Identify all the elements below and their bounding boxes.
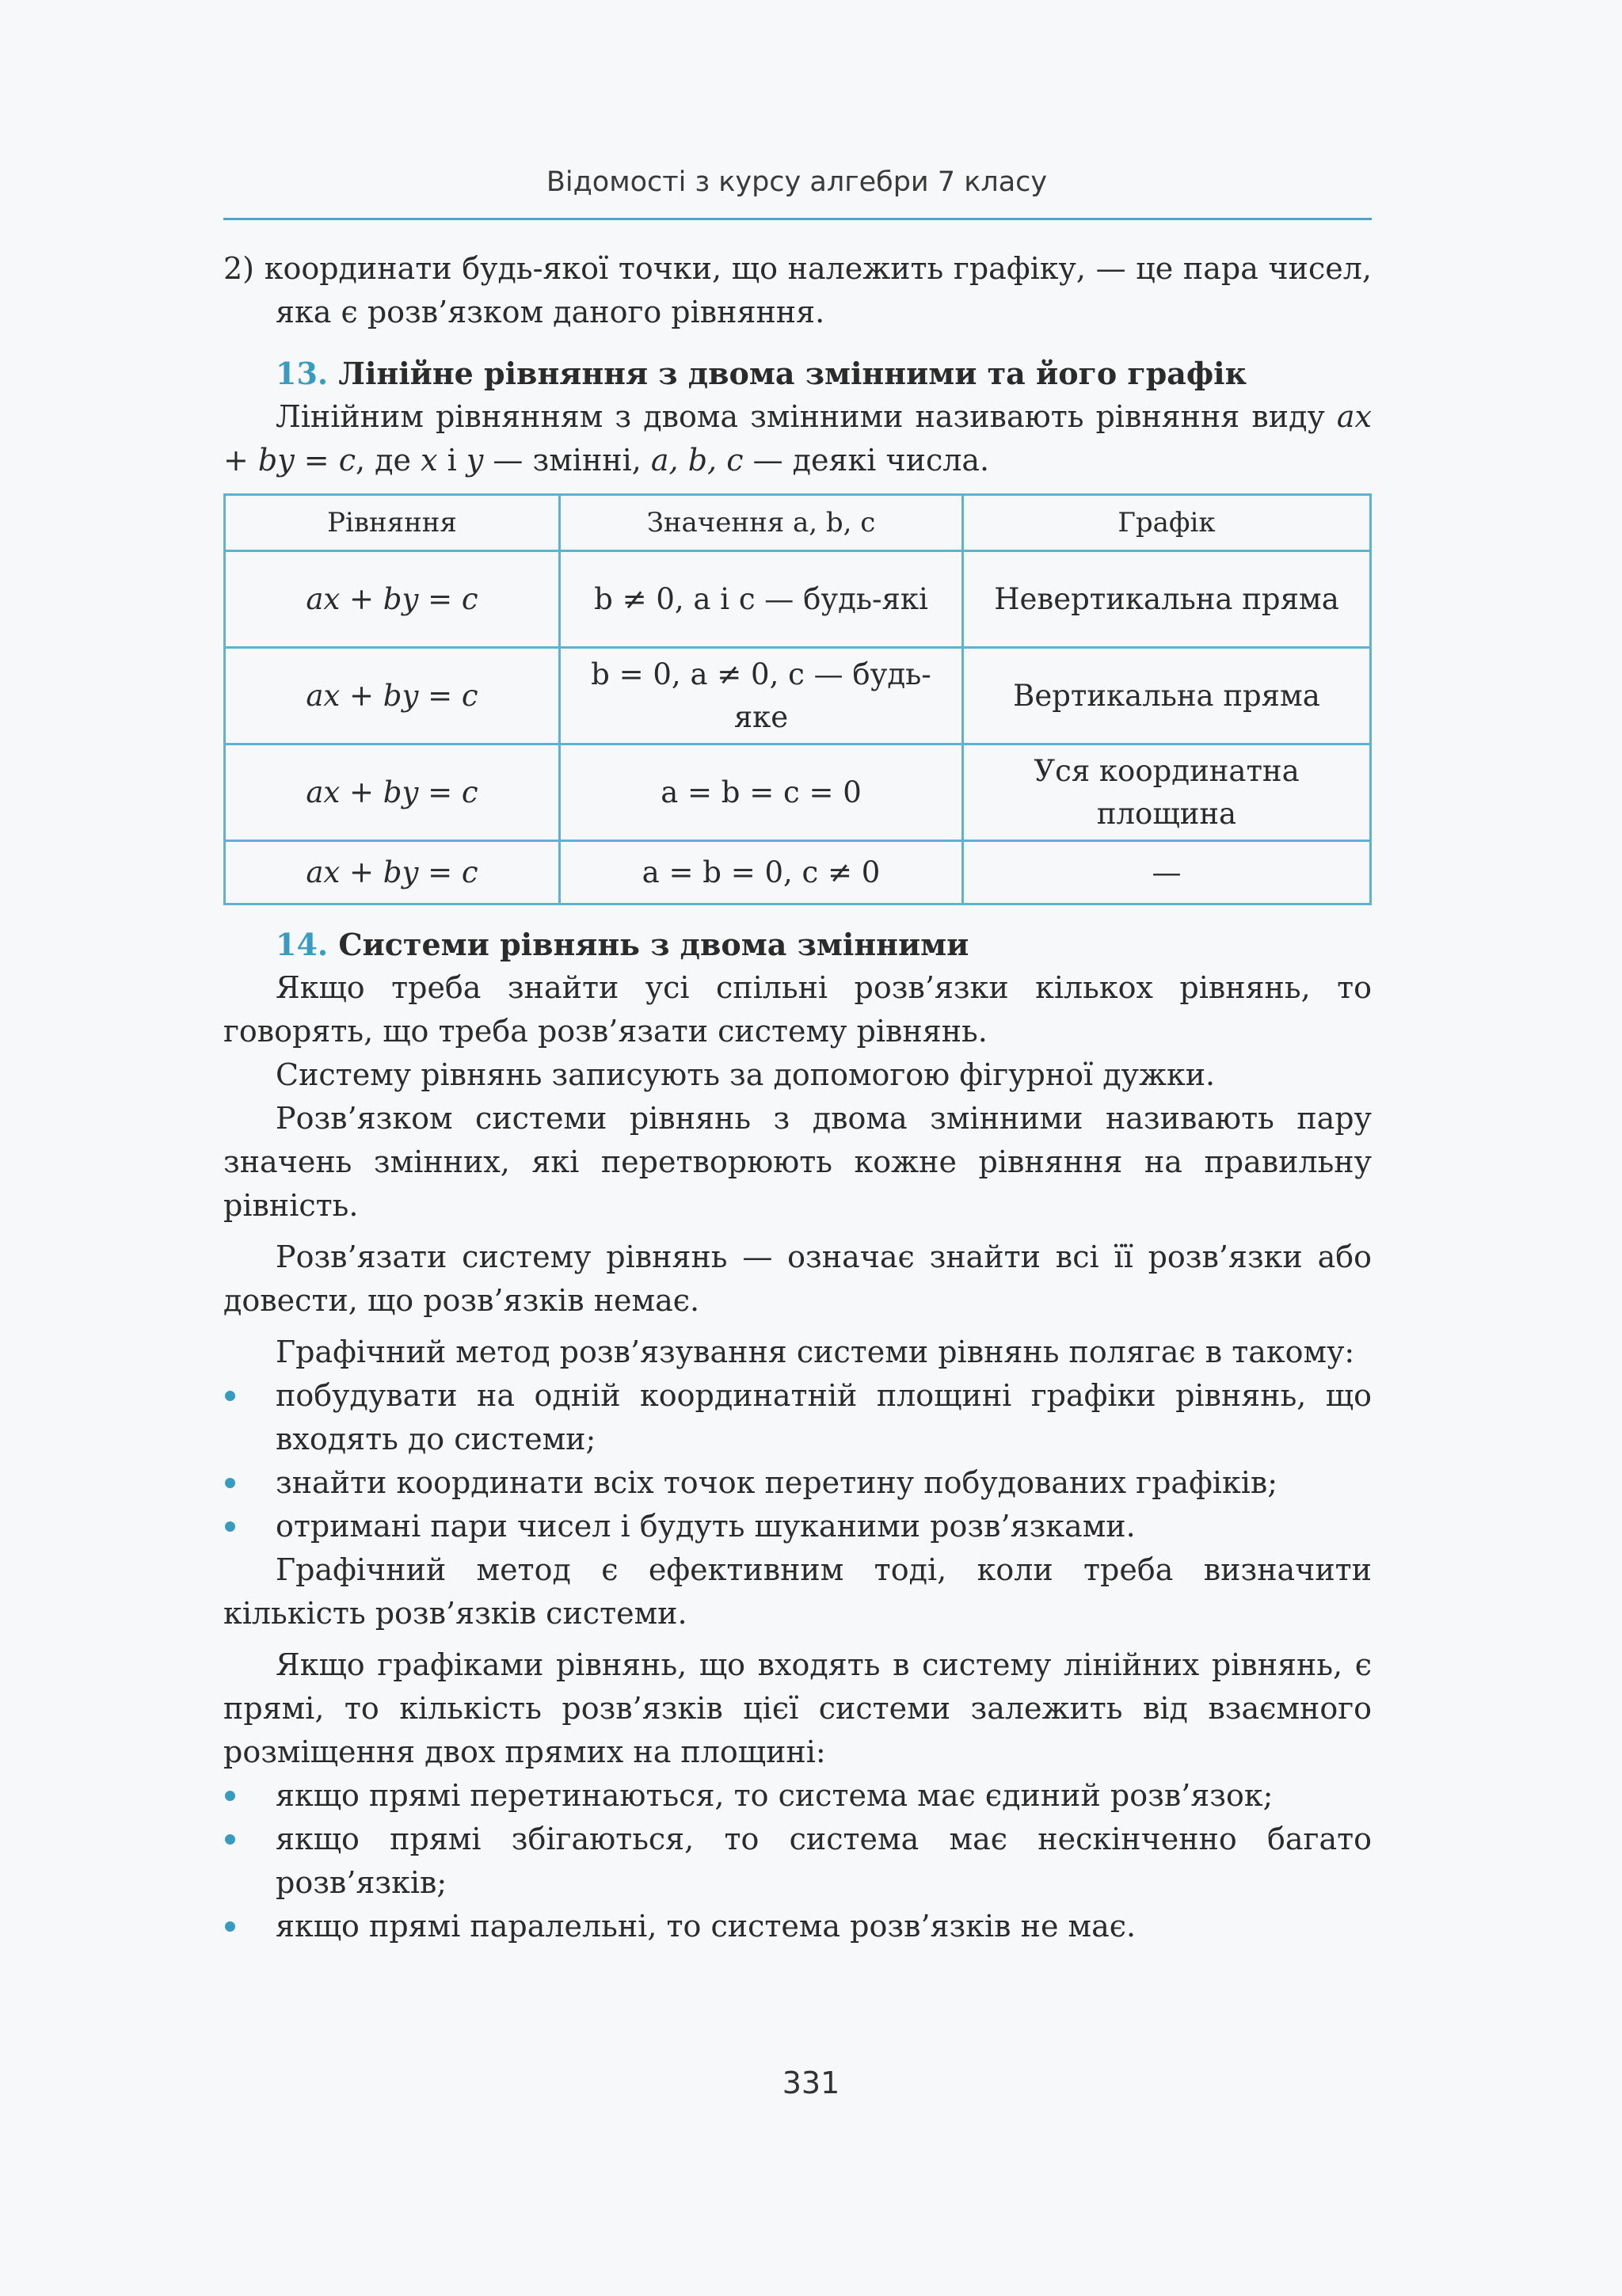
section-13-heading: Лінійне рівняння з двома змінними та його графік xyxy=(338,356,1247,391)
table-cell-graph: Невертикальна пряма xyxy=(963,551,1371,648)
list-item-text: отримані пари чисел і будуть шуканими розв’язками. xyxy=(276,1509,1136,1544)
paragraph: Графічний метод є ефективним тоді, коли треба визначити кількість розв’язків системи. xyxy=(223,1552,1372,1631)
table-row xyxy=(225,744,1371,841)
bullet-icon xyxy=(225,1921,235,1932)
table-header-values: Значення a, b, c xyxy=(560,495,963,551)
table-row xyxy=(225,551,1371,648)
list-item xyxy=(223,1774,1372,1818)
page-number: 331 xyxy=(782,2066,840,2100)
list-item-text: побудувати на одній координатній площині графіки рівнянь, що входять до системи; xyxy=(276,1378,1372,1456)
bullet-icon xyxy=(225,1834,235,1845)
bullet-icon xyxy=(225,1521,235,1532)
linear-equation-definition xyxy=(223,395,1372,482)
table-cell-equation: ax + by = c xyxy=(225,551,560,648)
table-cell-equation: ax + by = c xyxy=(225,648,560,744)
bullet-icon xyxy=(225,1391,235,1401)
section-14-number: 14. xyxy=(276,927,329,962)
paragraph: Розв’язати систему рівнянь — означає знайти всі її розв’язки або довести, що розв’язків немає. xyxy=(223,1239,1372,1318)
paragraph: Графічний метод розв’язування системи рівнянь полягає в такому: xyxy=(276,1335,1355,1369)
table-cell-graph: Уся координатна площина xyxy=(963,744,1371,841)
def-text-2: , де xyxy=(356,443,421,478)
table-header-equation: Рівняння xyxy=(225,495,560,551)
linear-equation-table xyxy=(223,493,1372,905)
def-text-5: — деякі числа. xyxy=(743,443,990,478)
table-cell-equation: ax + by = c xyxy=(225,841,560,904)
def-formula: ax + by = c xyxy=(223,399,1372,478)
section-13-number: 13. xyxy=(276,356,329,391)
def-var-y: y xyxy=(466,443,484,478)
section-14-title xyxy=(223,923,1372,966)
list-item-text: якщо прямі перетинаються, то система має єдиний розв’язок; xyxy=(276,1778,1274,1813)
list-item xyxy=(223,1905,1372,1948)
table-cell-graph: — xyxy=(963,841,1371,904)
table-cell-values: b = 0, a ≠ 0, c — будь-яке xyxy=(560,648,963,744)
table-cell-values: a = b = 0, c ≠ 0 xyxy=(560,841,963,904)
def-text-4: — змінні, xyxy=(483,443,651,478)
table-cell-graph: Вертикальна пряма xyxy=(963,648,1371,744)
table-cell-equation: ax + by = c xyxy=(225,744,560,841)
list-item xyxy=(223,1818,1372,1905)
bullet-icon xyxy=(225,1791,235,1801)
paragraph: Розв’язком системи рівнянь з двома змінними називають пару значень змінних, які перетворюють кожне рівняння на правильну рівність. xyxy=(223,1101,1372,1223)
table-header-row xyxy=(225,495,1371,551)
table-row xyxy=(225,841,1371,904)
running-head: Відомості з курсу алгебри 7 класу xyxy=(546,166,1048,198)
line-position-cases xyxy=(223,1774,1372,1948)
paragraph: Якщо треба знайти усі спільні розв’язки кількох рівнянь, то говорять, що треба розв’язати систему рівнянь. xyxy=(223,970,1372,1049)
continuation-item: 2) координати будь-якої точки, що належить графіку, — це пара чисел, яка є розв’язком даного рівняння. xyxy=(223,251,1372,329)
page-content xyxy=(223,247,1372,1948)
list-item-text: знайти координати всіх точок перетину побудованих графіків; xyxy=(276,1465,1278,1500)
list-item-text: якщо прямі збігаються, то система має нескінченно багато розв’язків; xyxy=(276,1822,1372,1900)
list-item xyxy=(223,1374,1372,1461)
paragraph: Якщо графіками рівнянь, що входять в систему лінійних рівнянь, є прямі, то кількість розв’язків цієї системи залежить від взаємного розміщення двох прямих на площині: xyxy=(223,1647,1372,1769)
table-row xyxy=(225,648,1371,744)
def-text-3: і xyxy=(437,443,466,478)
def-vars-abc: a, b, c xyxy=(650,443,744,478)
graphical-method-steps xyxy=(223,1374,1372,1548)
header-rule xyxy=(223,218,1372,220)
table-cell-values: a = b = c = 0 xyxy=(560,744,963,841)
paragraph: Систему рівнянь записують за допомогою фігурної дужки. xyxy=(276,1057,1216,1092)
section-14-heading: Системи рівнянь з двома змінними xyxy=(338,927,969,962)
def-var-x: x xyxy=(421,443,438,478)
def-text-1: Лінійним рівнянням з двома змінними називають рівняння виду xyxy=(276,399,1337,434)
table-cell-values: b ≠ 0, a і c — будь-які xyxy=(560,551,963,648)
list-item xyxy=(223,1505,1372,1548)
bullet-icon xyxy=(225,1478,235,1488)
table-header-graph: Графік xyxy=(963,495,1371,551)
list-item-text: якщо прямі паралельні, то система розв’язків не має. xyxy=(276,1909,1137,1944)
section-13-title xyxy=(223,352,1372,395)
list-item xyxy=(223,1461,1372,1505)
